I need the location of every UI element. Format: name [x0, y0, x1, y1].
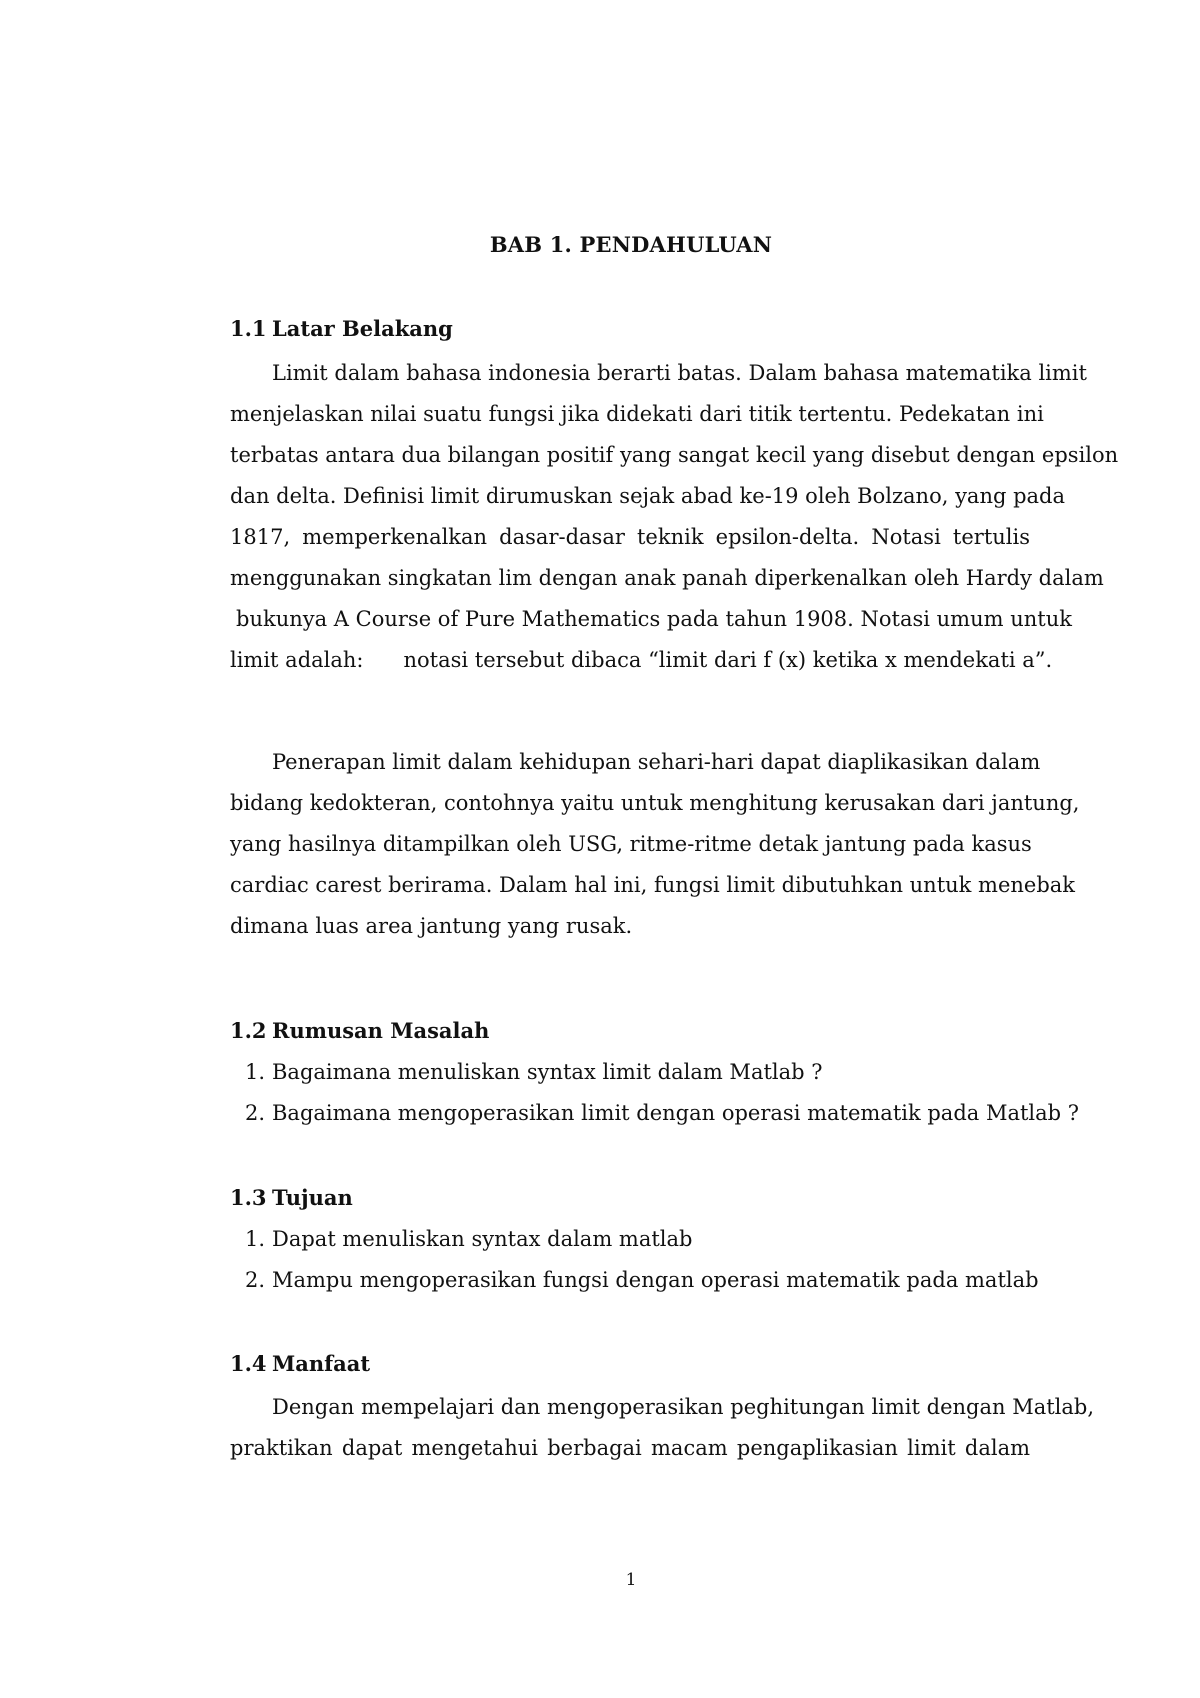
- list-marker: 2.: [245, 1268, 266, 1292]
- text-line: dimana luas area jantung yang rusak.: [230, 914, 633, 938]
- text-line: cardiac carest berirama. Dalam hal ini, fungsi limit dibutuhkan untuk menebak: [230, 873, 1076, 897]
- list-item-text: Mampu mengoperasikan fungsi dengan operasi matematik pada matlab: [272, 1268, 1039, 1292]
- text-line: Limit dalam bahasa indonesia berarti batas. Dalam bahasa matematika limit: [272, 361, 1087, 385]
- section-number: 1.2: [230, 1018, 267, 1043]
- limit-notation-label: limit adalah:: [230, 648, 364, 672]
- section-number: 1.1: [230, 316, 267, 341]
- section-number: 1.4: [230, 1351, 267, 1376]
- text-line: praktikan dapat mengetahui berbagai macam pengaplikasian limit dalam: [230, 1436, 1030, 1460]
- text-line: dan delta. Definisi limit dirumuskan sejak abad ke-19 oleh Bolzano, yang pada: [230, 484, 1066, 508]
- list-item: [245, 1093, 1079, 1134]
- list-item-text: Bagaimana menuliskan syntax limit dalam Matlab ?: [272, 1060, 823, 1084]
- section-number: 1.3: [230, 1185, 267, 1210]
- text-line: Penerapan limit dalam kehidupan sehari-hari dapat diaplikasikan dalam: [272, 750, 1041, 774]
- paragraph-latar-belakang-1: [230, 353, 1119, 681]
- list-marker: 2.: [245, 1101, 266, 1125]
- list-marker: 1.: [245, 1060, 266, 1084]
- list-item-text: Dapat menuliskan syntax dalam matlab: [272, 1227, 693, 1251]
- limit-notation-description: notasi tersebut dibaca “limit dari f (x) ketika x mendekati a”.: [403, 648, 1053, 672]
- list-item-text: Bagaimana mengoperasikan limit dengan operasi matematik pada Matlab ?: [272, 1101, 1080, 1125]
- section-title: Manfaat: [272, 1351, 371, 1376]
- paragraph-manfaat: [230, 1387, 1095, 1469]
- section-heading-latar-belakang: [230, 315, 453, 343]
- page-number: 1: [625, 1570, 637, 1590]
- list-marker: 1.: [245, 1227, 266, 1251]
- text-line: 1817, memperkenalkan dasar-dasar teknik epsilon-delta. Notasi tertulis: [230, 525, 1030, 549]
- paragraph-latar-belakang-2: [230, 742, 1080, 947]
- list-item: [245, 1052, 1079, 1093]
- section-title: Tujuan: [272, 1185, 353, 1210]
- list-item: [245, 1260, 1039, 1301]
- text-line: menggunakan singkatan lim dengan anak panah diperkenalkan oleh Hardy dalam: [230, 566, 1104, 590]
- text-line: yang hasilnya ditampilkan oleh USG, ritme-ritme detak jantung pada kasus: [230, 832, 1032, 856]
- text-line: bukunya A Course of Pure Mathematics pada tahun 1908. Notasi umum untuk: [236, 607, 1072, 631]
- list-item: [245, 1219, 1039, 1260]
- text-line-last: [230, 640, 1053, 681]
- text-line: menjelaskan nilai suatu fungsi jika didekati dari titik tertentu. Pedekatan ini: [230, 402, 1044, 426]
- section-heading-tujuan: [230, 1184, 353, 1212]
- section-heading-manfaat: [230, 1350, 370, 1378]
- text-line: Dengan mempelajari dan mengoperasikan peghitungan limit dengan Matlab,: [272, 1395, 1095, 1419]
- text-line: bidang kedokteran, contohnya yaitu untuk menghitung kerusakan dari jantung,: [230, 791, 1080, 815]
- section-heading-rumusan-masalah: [230, 1017, 489, 1045]
- section-title: Rumusan Masalah: [272, 1018, 490, 1043]
- tujuan-list: [245, 1219, 1039, 1301]
- section-title: Latar Belakang: [272, 316, 453, 341]
- chapter-title: BAB 1. PENDAHULUAN: [489, 232, 773, 257]
- text-line: terbatas antara dua bilangan positif yang sangat kecil yang disebut dengan epsilon: [230, 443, 1119, 467]
- rumusan-masalah-list: [245, 1052, 1079, 1134]
